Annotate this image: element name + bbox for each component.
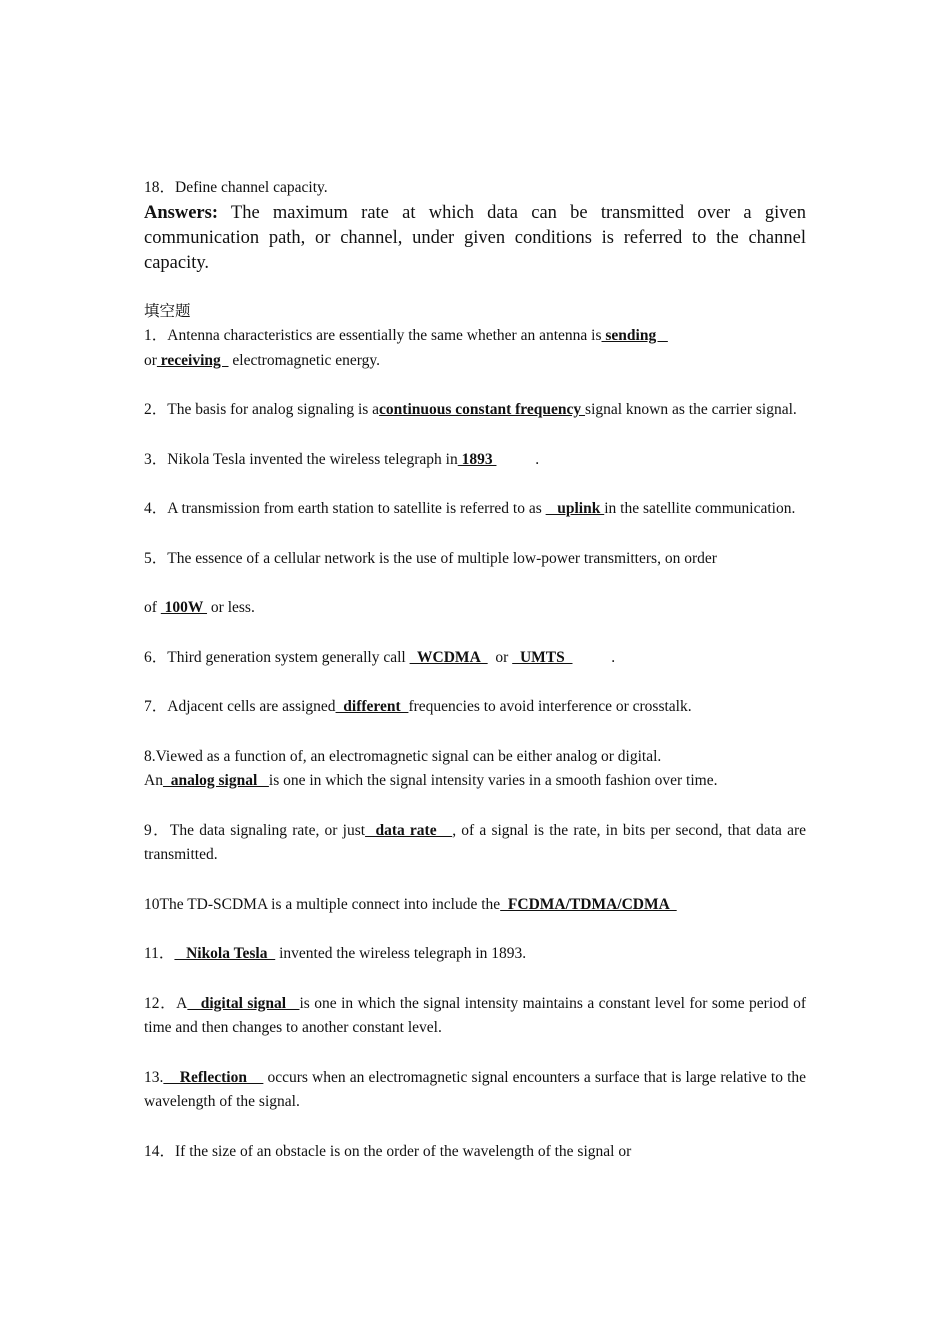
item-1-text: 1．Antenna characteristics are essentially the same whether an antenna is [144, 327, 602, 344]
item-8-blank-1: analog signal [162, 772, 269, 789]
item-7-text: 7．Adjacent cells are assigned [144, 698, 336, 715]
item-3-blank-1: 1893 [457, 450, 497, 468]
item-10-blank-1: FCDMA/TDMA/CDMA [500, 895, 677, 913]
item-1-or: or [144, 351, 157, 369]
item-12-blank-1: digital signal [187, 994, 300, 1012]
item-5-tail: or less. [207, 599, 255, 616]
item-11-blank-1: Nikola Tesla [174, 945, 276, 962]
item-13 [144, 1066, 806, 1115]
item-7-tail: frequencies to avoid interference or crosstalk. [408, 698, 692, 715]
item-1-blank-1: sending [601, 327, 668, 344]
item-8-line-2 [144, 769, 806, 794]
item-9-text: 9．The data signaling rate, or just [144, 821, 366, 839]
item-3-text: 3．Nikola Tesla invented the wireless telegraph in [144, 450, 458, 468]
item-12-text: 12．A [144, 994, 188, 1012]
answer-18 [144, 201, 806, 276]
item-6-tail: . [572, 648, 616, 666]
item-11 [144, 942, 806, 967]
item-14: 14．If the size of an obstacle is on the order of the wavelength of the signal or [144, 1142, 632, 1160]
item-4 [144, 497, 806, 522]
item-8-tail: is one in which the signal intensity varies in a smooth fashion over time. [268, 772, 718, 789]
question-18: 18．Define channel capacity. [144, 179, 328, 196]
item-5-line-1: 5．The essence of a cellular network is the use of multiple low-power transmitters, on order [144, 549, 717, 567]
item-8-text: An [144, 772, 163, 789]
item-5-line-2 [144, 596, 806, 621]
item-10 [144, 893, 806, 918]
item-3 [144, 448, 806, 473]
item-2-tail: signal known as the carrier signal. [585, 401, 797, 418]
item-7 [144, 695, 806, 720]
item-6-or: or [487, 648, 513, 666]
item-6-blank-1: WCDMA [409, 648, 488, 666]
item-8-line-1: 8.Viewed as a function of, an electromagnetic signal can be either analog or digital. [144, 747, 662, 765]
item-11-text: 11． [144, 945, 175, 962]
section-title: 填空题 [144, 302, 191, 320]
answer-text: The maximum rate at which data can be transmitted over a given communication path, or channel, under given conditions is referred to the channel capacity. [144, 202, 806, 273]
item-1-blank-2: receiving [156, 351, 229, 369]
item-1-tail: electromagnetic energy. [228, 351, 381, 369]
item-9-blank-1: data rate [365, 821, 453, 839]
item-2-blank-1: continuous constant frequency [379, 401, 586, 418]
item-5-text: of [144, 599, 161, 616]
item-12-tail: is one in which the signal intensity maintains a constant level for some period of time and then changes to another constant level. [144, 994, 806, 1036]
item-13-text: 13. [144, 1068, 164, 1086]
item-9-tail: , of a signal is the rate, in bits per second, that data are transmitted. [144, 821, 806, 863]
item-2-text: 2．The basis for analog signaling is a [144, 401, 380, 418]
item-6-blank-2: UMTS [512, 648, 573, 666]
item-1-line-2 [144, 349, 806, 374]
item-12 [144, 992, 806, 1041]
item-7-blank-1: different [335, 698, 409, 715]
item-4-blank-1: uplink [545, 500, 605, 517]
document-page [144, 176, 806, 1164]
item-9 [144, 819, 806, 868]
item-3-tail: . [496, 450, 540, 468]
item-13-blank-1: Reflection [163, 1068, 264, 1086]
item-2 [144, 398, 806, 423]
item-5-blank-1: 100W [160, 599, 208, 616]
item-6 [144, 646, 806, 671]
item-11-tail: invented the wireless telegraph in 1893. [275, 945, 527, 962]
item-4-tail: in the satellite communication. [604, 500, 796, 517]
item-4-text: 4．A transmission from earth station to satellite is referred to as [144, 500, 546, 517]
item-10-text: 10The TD-SCDMA is a multiple connect into include the [144, 895, 501, 913]
item-1-line-1 [144, 324, 806, 349]
item-13-tail: occurs when an electromagnetic signal encounters a surface that is large relative to the wavelength of the signal. [144, 1068, 807, 1110]
answer-label: Answers: [144, 202, 218, 223]
item-6-text: 6．Third generation system generally call [144, 648, 410, 666]
